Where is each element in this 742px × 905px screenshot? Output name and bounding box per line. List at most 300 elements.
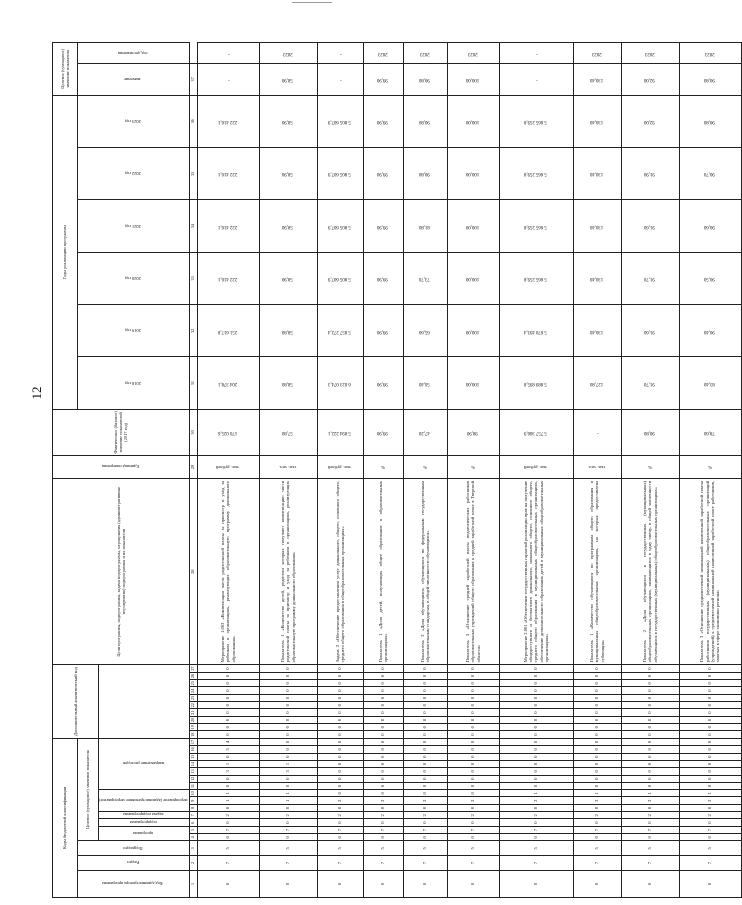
code-digit-cell: 2 [679,812,741,819]
code-digit-cell: 2 [499,812,573,819]
year-value-label: 100,00 [465,171,479,177]
year-value-cell [403,95,447,147]
base-value-label: 57,80 [281,430,293,436]
column-number-cell: 11 [189,782,197,789]
direction-code-header: направление расходов [99,738,190,789]
unit-label: % [380,464,385,470]
table-body [197,43,741,898]
code-digit-cell: 0 [363,724,403,731]
code-digit-cell: 0 [447,870,499,897]
year-value-label: 58,80 [281,328,293,334]
column-number-cell: 28 [189,478,197,664]
code-digit-cell: 7 [621,856,679,871]
name-column-header: Цели программы, подпрограммы, задачи подпрограммы, мероприятия (административные мероприятия) подпрограммы и их показатели [53,478,190,664]
unit-label: тыс. рублей [215,464,239,470]
year-value-label: 5 665 259,8 [523,171,547,177]
indicator-name-cell: Показатель 3 «Отношение средней заработной платы педагогических работников образовательных учреждений общего образования к средней заработной плате в Тверской области» [447,478,499,664]
target-value-label: 130,40 [589,77,603,83]
base-value-cell [499,409,573,455]
code-digit-cell: 0 [573,724,621,731]
code-digit-cell: 0 [363,870,403,897]
code-digit-cell: 0 [447,694,499,701]
code-digit-cell: 0 [363,834,403,841]
year-value-label: 90,40 [703,328,715,334]
table-row [573,43,621,898]
year-value-cell [573,305,621,357]
table-row [499,43,573,898]
code-digit-cell: 0 [447,768,499,775]
base-value-label: 99,90 [376,430,388,436]
target-code-group-header: Целевое (суммарное) значение показателя [78,738,99,841]
code-digit-cell: 0 [403,768,447,775]
year-value-cell [679,148,741,200]
code-digit-cell: 0 [499,709,573,716]
year-value-label: 73,70 [418,276,430,282]
code-digit-cell: 7 [363,856,403,871]
code-digit-cell: 0 [317,834,363,841]
target-year-cell [573,43,621,64]
code-digit-cell: 0 [259,702,317,709]
year-value-cell [573,252,621,304]
code-digit-cell: 0 [197,804,259,811]
code-digit-cell: 0 [259,665,317,672]
code-digit-cell: 0 [447,753,499,760]
year-value-label: 5 665 259,8 [523,119,547,125]
year-value-label: 99,90 [376,276,388,282]
code-digit-cell: 0 [447,709,499,716]
code-digit-cell: 0 [499,716,573,723]
year-value-cell [499,200,573,252]
base-value-label: - [596,430,599,436]
code-digit-cell: 0 [679,738,741,745]
code-digit-cell: 0 [573,768,621,775]
column-number-cell: 5 [189,826,197,833]
year-value-cell [259,95,317,147]
year-value-label: 5 670 493,4 [523,328,547,334]
year-value-label: 58,90 [281,276,293,282]
base-value-cell [363,409,403,455]
year-value-cell [573,357,621,409]
code-digit-cell: 0 [573,716,621,723]
year-value-cell [403,200,447,252]
target-group-header: Целевое (суммарное) значение показателя [53,43,78,96]
code-digit-cell: 0 [363,760,403,767]
base-value-cell [621,409,679,455]
year-value-cell [499,357,573,409]
unit-label: тыс. чел. [278,464,296,470]
column-number-cell: 37 [189,64,197,95]
code-digit-cell: 0 [499,724,573,731]
column-number-cell: 1 [189,870,197,897]
code-digit-cell: 0 [403,870,447,897]
code-digit-cell: 0 [679,819,741,826]
code-digit-cell: 0 [363,746,403,753]
unit-cell [621,455,679,478]
code-digit-cell: 1 [197,790,259,797]
target-value-label: - [227,77,230,83]
year-value-label: 58,90 [281,171,293,177]
column-number-cell: 22 [189,702,197,709]
code-digit-cell: 0 [499,804,573,811]
unit-cell [363,455,403,478]
code-digit-cell: 0 [679,724,741,731]
code-digit-cell: 0 [679,731,741,738]
code-digit-cell: 1 [679,790,741,797]
code-digit-cell: 0 [259,724,317,731]
code-digit-cell: 0 [259,716,317,723]
code-digit-cell: 0 [679,760,741,767]
code-digit-cell: 0 [403,819,447,826]
code-digit-cell: 0 [621,753,679,760]
target-year-label: 2023 [419,50,430,56]
code-digit-cell: 0 [317,819,363,826]
code-digit-cell: 0 [197,702,259,709]
code-digit-cell: 0 [679,782,741,789]
code-digit-cell: 2 [621,797,679,804]
code-digit-cell: 0 [447,731,499,738]
code-digit-cell: 0 [679,834,741,841]
code-digit-cell: 0 [573,672,621,679]
code-digit-cell: 1 [621,790,679,797]
year-value-cell [259,305,317,357]
indicator-name-cell: Показатель 2 «Доля обучающихся в государственных (муниципальных) общеобразовательных организациях, занимающихся в одну смену, в общей численности обучающихся в государственных (муниципальных) общеобразовательных организациях» [621,478,679,664]
table-row [621,43,679,898]
code-digit-cell: 2 [621,812,679,819]
code-digit-cell: 0 [499,768,573,775]
code-digit-cell: 2 [573,797,621,804]
subsection-header: Подраздел [78,841,190,856]
year-value-cell [573,200,621,252]
column-number-cell: 2 [189,856,197,871]
year-value-label: 6 023 074,3 [327,380,351,386]
indicator-name-cell: Задача 2 «Обеспечение предоставления услуг дошкольного, общего, основного общего, среднего общего образования в общеобразовательных организациях» [317,478,363,664]
code-digit-cell: 0 [317,782,363,789]
target-year-label: 2023 [467,50,478,56]
code-digit-cell: 7 [259,856,317,871]
code-digit-cell: 0 [447,790,499,797]
unit-label: тыс. чел. [587,464,605,470]
target-value-cell [621,64,679,95]
code-digit-cell: 0 [363,775,403,782]
code-digit-cell: 0 [317,738,363,745]
year-value-label: 90,80 [418,171,430,177]
code-digit-cell: 7 [679,826,741,833]
year-value-cell [621,148,679,200]
code-digit-cell: 0 [259,746,317,753]
year-value-cell [259,200,317,252]
year-value-cell [499,148,573,200]
code-digit-cell: 0 [447,746,499,753]
column-number-cell: 3 [189,841,197,856]
code-digit-cell: 0 [197,709,259,716]
code-digit-cell: 0 [679,709,741,716]
code-digit-cell: 2 [317,812,363,819]
code-digit-cell: 0 [621,768,679,775]
year-value-cell [317,95,363,147]
code-digit-cell: 1 [197,797,259,804]
code-digit-cell: 0 [573,702,621,709]
target-year-header: год достижения [78,43,190,64]
target-year-cell [447,43,499,64]
year-value-cell [403,252,447,304]
year-value-cell [447,357,499,409]
column-number-cell: 7 [189,812,197,819]
code-digit-cell: 2 [447,812,499,819]
base-column-header: Фактическое (базовое) значение показателей (2017 год) [53,409,190,455]
code-digit-cell: 0 [363,665,403,672]
code-digit-cell: 0 [621,716,679,723]
code-digit-cell: 0 [447,834,499,841]
target-value-label: 100,00 [465,77,479,83]
code-digit-cell: 0 [499,782,573,789]
code-digit-cell: 0 [363,680,403,687]
years-group-header: Годы реализации программы [53,95,78,409]
code-digit-cell: 7 [403,856,447,871]
year-value-label: 91,70 [643,380,655,386]
rotated-table-content [52,42,721,898]
unit-label: % [707,464,712,470]
code-digit-cell: 0 [259,775,317,782]
code-digit-cell: 0 [197,687,259,694]
year-value-cell [679,200,741,252]
target-value-label: 99,90 [376,77,388,83]
target-year-cell [197,43,259,64]
year-value-cell [259,357,317,409]
year-value-label: 5 805 607,9 [327,276,351,282]
code-digit-cell: 7 [197,856,259,871]
column-number-cell: 26 [189,672,197,679]
code-digit-cell: 0 [259,672,317,679]
base-value-cell [679,409,741,455]
code-digit-cell: 0 [317,702,363,709]
column-number-cell: 23 [189,694,197,701]
code-digit-cell: 0 [573,665,621,672]
target-year-label: 2023 [282,50,293,56]
code-digit-cell: 0 [403,665,447,672]
target-value-label: - [535,77,538,83]
column-number-cell: 24 [189,687,197,694]
code-digit-cell: 0 [499,775,573,782]
code-digit-cell: 1 [259,790,317,797]
year-value-label: 99,90 [376,328,388,334]
code-digit-cell: 0 [403,731,447,738]
year-value-cell [679,357,741,409]
code-digit-cell: 0 [259,782,317,789]
code-digit-cell: 5 [499,841,573,856]
year-value-label: 5 665 259,8 [523,276,547,282]
code-digit-cell: 2 [363,812,403,819]
code-digit-cell: 1 [499,790,573,797]
target-value-cell [259,64,317,95]
code-digit-cell: 7 [679,856,741,871]
table-row [259,43,317,898]
base-value-cell [403,409,447,455]
code-digit-cell: 0 [447,716,499,723]
year-header-2021: 2021 год [78,200,190,252]
year-value-cell [197,95,259,147]
code-digit-cell: 0 [679,680,741,687]
target-year-cell [363,43,403,64]
year-value-label: 100,00 [465,223,479,229]
code-digit-cell: 2 [573,812,621,819]
code-digit-cell: 0 [363,731,403,738]
code-digit-cell: 0 [317,870,363,897]
code-digit-cell: 5 [403,841,447,856]
column-number-cell: 33 [189,252,197,304]
code-digit-cell: 0 [259,694,317,701]
code-digit-cell: 7 [573,856,621,871]
code-digit-cell: 0 [259,834,317,841]
code-digit-cell: 0 [197,665,259,672]
column-number-cell: 20 [189,716,197,723]
year-value-label: 100,00 [465,119,479,125]
code-digit-cell: 0 [259,804,317,811]
code-digit-cell: 0 [499,702,573,709]
code-digit-cell: 0 [403,680,447,687]
year-value-label: 100,00 [465,276,479,282]
code-digit-cell: 5 [621,841,679,856]
column-number-cell: 35 [189,148,197,200]
table-row [363,43,403,898]
base-value-cell [197,409,259,455]
target-year-cell [403,43,447,64]
base-value-label: 5 757 366,9 [523,430,547,436]
year-value-label: 99,90 [376,119,388,125]
target-value-label: 92,00 [643,77,655,83]
base-value-label: 78,60 [703,430,715,436]
code-digit-cell: 0 [621,672,679,679]
code-digit-cell: 0 [573,819,621,826]
code-digit-cell: 0 [621,738,679,745]
code-digit-cell: 0 [573,694,621,701]
code-digit-cell: 0 [621,694,679,701]
code-digit-cell: 0 [573,782,621,789]
classifier-digits-header [99,665,190,738]
code-digit-cell: 0 [499,665,573,672]
code-digit-cell: 0 [403,702,447,709]
code-digit-cell: 0 [363,782,403,789]
base-value-label: 5 894 222,1 [327,430,351,436]
target-year-label: - [535,50,538,56]
task-code-header: задача подпрограммы [99,812,190,819]
code-digit-cell: 0 [403,804,447,811]
column-number-cell: 9 [189,797,197,804]
year-value-cell [317,305,363,357]
year-value-label: 90,80 [703,119,715,125]
year-value-cell [621,357,679,409]
year-value-label: 65,60 [418,328,430,334]
unit-label: тыс. рублей [523,464,547,470]
base-value-cell [573,409,621,455]
code-digit-cell: 0 [621,775,679,782]
column-number-cell: 19 [189,724,197,731]
year-value-label: 90,60 [703,223,715,229]
code-digit-cell: 0 [447,680,499,687]
year-value-cell [499,252,573,304]
code-digit-cell: 7 [403,826,447,833]
year-value-label: 5 665 259,8 [523,223,547,229]
year-value-label: 5 805 607,9 [327,223,351,229]
target-year-label: - [227,50,230,56]
code-digit-cell: 0 [447,819,499,826]
code-digit-cell: 0 [499,687,573,694]
code-digit-cell: 0 [197,724,259,731]
code-digit-cell: 0 [499,834,573,841]
year-value-cell [447,148,499,200]
year-value-label: 5 889 895,8 [523,380,547,386]
column-number-cell: 10 [189,790,197,797]
code-digit-cell: 1 [259,797,317,804]
code-digit-cell: 0 [317,768,363,775]
program-code-header: программа [99,826,190,841]
code-digit-cell: 5 [197,841,259,856]
target-value-cell [403,64,447,95]
table-row [197,43,259,898]
unit-cell [447,455,499,478]
year-value-label: 222 416,1 [217,276,237,282]
code-digit-cell: 0 [621,782,679,789]
year-value-cell [679,305,741,357]
code-digit-cell: 2 [317,797,363,804]
code-digit-cell: 0 [679,753,741,760]
code-digit-cell: 0 [679,746,741,753]
code-digit-cell: 0 [317,746,363,753]
code-digit-cell: 0 [573,760,621,767]
year-value-cell [197,200,259,252]
code-digit-cell: 0 [621,709,679,716]
code-digit-cell: 0 [259,870,317,897]
code-digit-cell: 0 [363,716,403,723]
unit-column-header: Единица измерения [53,455,190,478]
code-digit-cell: 0 [573,834,621,841]
year-value-label: 90,80 [418,119,430,125]
target-year-cell [259,43,317,64]
column-number-cell: 31 [189,357,197,409]
year-value-label: 5 805 607,9 [327,171,351,177]
code-digit-cell: 5 [573,841,621,856]
code-digit-cell: 2 [197,812,259,819]
code-digit-cell: 0 [573,709,621,716]
code-digit-cell: 0 [573,687,621,694]
code-digit-cell: 0 [499,738,573,745]
code-digit-cell: 3 [259,768,317,775]
table-row [403,43,447,898]
code-digit-cell: 0 [621,746,679,753]
target-year-label: 2023 [591,50,602,56]
year-value-cell [621,95,679,147]
year-value-cell [317,148,363,200]
code-digit-cell: 1 [573,790,621,797]
column-number-cell: 12 [189,775,197,782]
target-year-cell [621,43,679,64]
code-digit-cell: 0 [447,804,499,811]
code-digit-cell: 0 [621,724,679,731]
target-year-label: 2023 [377,50,388,56]
year-value-label: 204 378,1 [217,380,237,386]
year-value-cell [499,95,573,147]
indicator-name-cell: Показатель 1 «Доля детей, получающих общее образование в образовательных организациях» [363,478,403,664]
base-value-cell [259,409,317,455]
code-digit-cell: 0 [447,738,499,745]
code-digit-cell: 0 [317,665,363,672]
unit-cell [679,455,741,478]
indicator-name-cell: Показатель 2 «Доля обучающихся, обучающихся по федеральным государственным образовательным стандартам, в общей численности обучающихся» [403,478,447,664]
unit-cell [197,455,259,478]
year-value-label: 91,90 [643,171,655,177]
code-digit-cell: 4 [197,738,259,745]
year-value-cell [197,305,259,357]
year-value-label: 56,40 [418,380,430,386]
